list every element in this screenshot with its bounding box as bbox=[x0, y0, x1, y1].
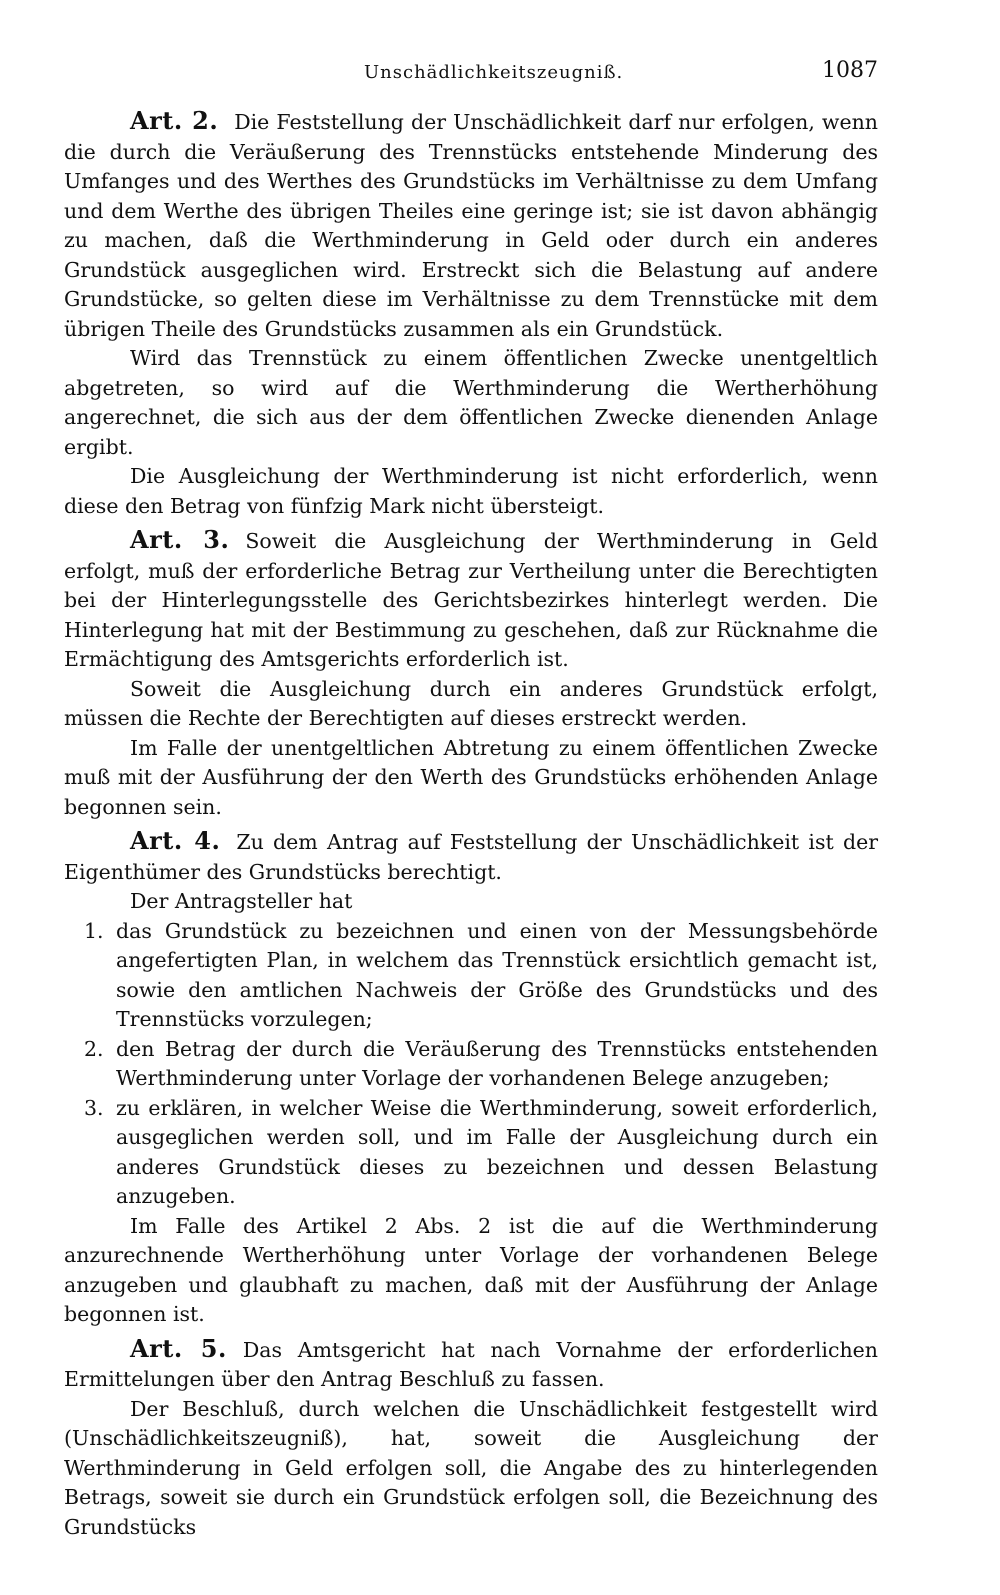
list-item bbox=[64, 1035, 878, 1094]
article-3-paragraph-3: Im Falle der unentgeltlichen Abtretung zu einem öffentlichen Zwecke muß mit der Ausführung der den Werth des Grundstücks erhöhenden Anlage begonnen sein. bbox=[64, 735, 878, 819]
article-5 bbox=[64, 1334, 878, 1543]
list-item-number: 2. bbox=[84, 1036, 104, 1061]
article-2 bbox=[64, 106, 878, 521]
list-item bbox=[64, 1094, 878, 1212]
article-2-label: Art. 2. bbox=[130, 106, 219, 135]
article-3-paragraph-2: Soweit die Ausgleichung durch ein anderes Grundstück erfolgt, müssen die Rechte der Berechtigten auf dieses erstreckt werden. bbox=[64, 676, 878, 730]
list-item bbox=[64, 917, 878, 1035]
article-2-text-1: Die Feststellung der Unschädlichkeit darf nur erfolgen, wenn die durch die Veräußerung des Trennstücks entstehende Minderung des Umfanges und des Werthes des Grundstücks im Verhältnisse zu dem Umfang und dem Werthe des übrigen Theiles eine geringe ist; sie ist davon abhängig zu machen, daß die Werthminderung in Geld oder durch ein anderes Grundstück ausgeglichen wird. Erstreckt sich die Belastung auf andere Grundstücke, so gelten diese im Verhältnisse zu dem Trennstücke mit dem übrigen Theile des Grundstücks zusammen als ein Grundstück. bbox=[64, 110, 879, 341]
article-2-paragraph-2: Wird das Trennstück zu einem öffentlichen Zwecke unentgeltlich abgetreten, so wird auf die Werthminderung die Wertherhöhung angerechnet, die sich aus der dem öffentlichen Zwecke dienenden Anlage ergibt. bbox=[64, 346, 878, 459]
list-item-text: das Grundstück zu bezeichnen und einen von der Messungsbehörde angefertigten Plan, in welchem das Trennstück ersichtlich gemacht ist, sowie den amtlichen Nachweis der Größe des Grundstücks und des Trennstücks vorzulegen; bbox=[116, 918, 878, 1031]
article-4-paragraph-2: Der Antragsteller hat bbox=[130, 889, 353, 913]
article-4-list bbox=[64, 917, 878, 1212]
article-2-paragraph-3: Die Ausgleichung der Werthminderung ist nicht erforderlich, wenn diese den Betrag von fünfzig Mark nicht übersteigt. bbox=[64, 464, 878, 518]
list-item-number: 3. bbox=[84, 1095, 104, 1120]
article-4-paragraph-3: Im Falle des Artikel 2 Abs. 2 ist die auf die Werthminderung anzurechnende Wertherhöhung unter Vorlage der vorhandenen Belege anzugeben und glaubhaft zu machen, daß mit der Ausführung der Anlage begonnen ist. bbox=[64, 1213, 878, 1326]
page-number: 1087 bbox=[822, 58, 878, 83]
article-4 bbox=[64, 826, 878, 1330]
article-3-paragraph-1 bbox=[64, 525, 878, 675]
article-5-label: Art. 5. bbox=[130, 1333, 227, 1363]
body-text bbox=[64, 106, 878, 1542]
running-header bbox=[64, 58, 878, 98]
article-2-paragraph-1 bbox=[64, 106, 878, 344]
list-item-number: 1. bbox=[84, 918, 104, 943]
article-5-paragraph-1 bbox=[64, 1334, 878, 1395]
article-3 bbox=[64, 525, 878, 822]
list-item-text: zu erklären, in welcher Weise die Werthminderung, soweit erforderlich, ausgeglichen werden soll, und im Falle der Ausgleichung durch ein anderes Grundstück dieses zu bezeichnen und dessen Belastung anzugeben. bbox=[116, 1095, 878, 1208]
article-4-text-1: Zu dem Antrag auf Feststellung der Unschädlichkeit ist der Eigenthümer des Grundstücks berechtigt. bbox=[64, 830, 879, 884]
article-4-label: Art. 4. bbox=[130, 826, 221, 855]
article-5-text-1: Das Amtsgericht hat nach Vornahme der erforderlichen Ermittelungen über den Antrag Beschluß zu fassen. bbox=[64, 1337, 878, 1391]
article-4-paragraph-1 bbox=[64, 826, 878, 887]
running-title: Unschädlichkeitszeugniß. bbox=[364, 62, 624, 83]
article-5-paragraph-2: Der Beschluß, durch welchen die Unschädlichkeit festgestellt wird (Unschädlichkeitszeugniß), hat, soweit die Ausgleichung der Werthminderung in Geld erfolgen soll, die Angabe des zu hinterlegenden Betrags, soweit sie durch ein Grundstück erfolgen soll, die Bezeichnung des Grundstücks bbox=[64, 1396, 878, 1539]
article-3-text-1: Soweit die Ausgleichung der Werthminderung in Geld erfolgt, muß der erforderliche Betrag zur Vertheilung unter die Berechtigten bei der Hinterlegungsstelle des Gerichtsbezirkes hinterlegt werden. Die Hinterlegung hat mit der Bestimmung zu geschehen, daß zur Rücknahme die Ermächtigung des Amtsgerichts erforderlich ist. bbox=[64, 529, 878, 671]
list-item-text: den Betrag der durch die Veräußerung des Trennstücks entstehenden Werthminderung unter Vorlage der vorhandenen Belege anzugeben; bbox=[116, 1036, 878, 1090]
article-3-label: Art. 3. bbox=[130, 525, 230, 554]
